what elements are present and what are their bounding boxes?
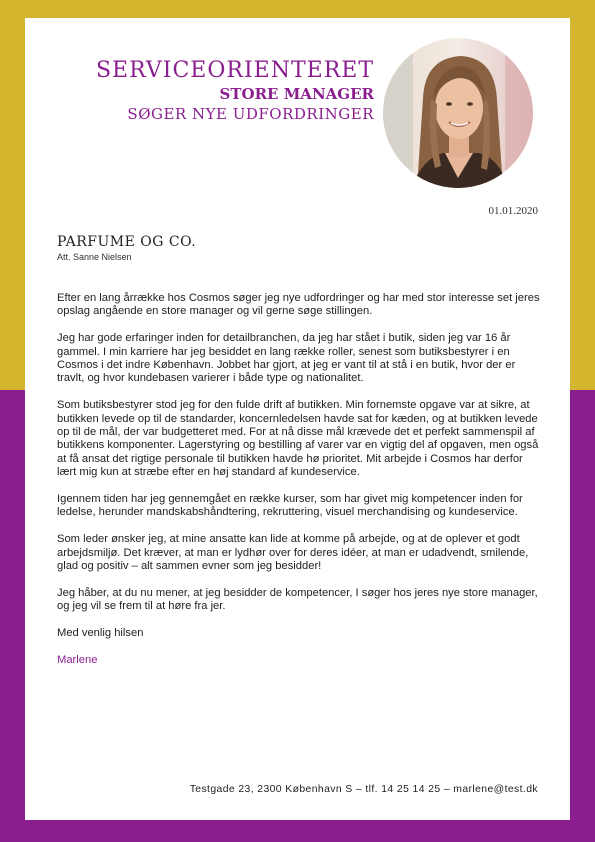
recipient-attention: Att. Sanne Nielsen <box>57 252 132 262</box>
paragraph: Som leder ønsker jeg, at mine ansatte kan lide at komme på arbejde, og at de oplever et godt arbejdsmiljø. Det kræver, at man er lydhør over for deres idéer, at man er udadvendt, smilende, glad og positiv – alt sammen evner som jeg besidder! <box>57 533 529 573</box>
header <box>96 58 374 124</box>
paragraph: Jeg har gode erfaringer inden for detailbranchen, da jeg har stået i butik, siden jeg var 16 år gammel. I min karriere har jeg besiddet en lang række roller, senest som butiksbestyrer i en Cosmos i det indre København. Jobbet har gjort, at jeg er vant til at stå i en butik, hvor der er travlt, og hvor kundebasen varierer i både type og nationalitet. <box>57 332 516 385</box>
header-subtitle: STORE MANAGER <box>219 85 374 103</box>
letter-date: 01.01.2020 <box>488 205 538 217</box>
header-tagline: SØGER NYE UDFORDRINGER <box>127 105 374 123</box>
paragraph: Jeg håber, at du nu mener, at jeg besidder de kompetencer, I søger hos jeres nye store manager, og jeg vil se frem til at høre fra jer. <box>57 586 538 613</box>
paragraph: Efter en lang årrække hos Cosmos søger jeg nye udfordringer og har med stor interesse set jeres opslag angående en store manager og vil gerne søge stillingen. <box>57 292 540 318</box>
closing: Med venlig hilsen <box>57 627 144 640</box>
portrait-photo-icon <box>383 38 533 188</box>
paragraph: Som butiksbestyrer stod jeg for den fulde drift af butikken. Min fornemste opgave var at sikre, at butikken levede op til de standarder, koncernledelsen havde sat for kæden, og at butikken levede op til de mål, der var budgetteret med. For at nå disse mål krævede det et perfekt sammenspil af butikkens komponenter. Lagerstyring og bestilling af varer var en vigtig del af opgaven, men også at få ansat det rigtige personale til butikken havde hø prioritet. Mit arbejde i Cosmos har derfor lært mig kun at stræbe efter en høj standard af kundeservice. <box>57 399 539 479</box>
signature: Marlene <box>57 653 98 666</box>
letter-sheet <box>25 18 570 820</box>
letter-body <box>57 292 542 681</box>
portrait-photo <box>383 38 533 188</box>
contact-footer: Testgade 23, 2300 København S – tlf. 14 25 14 25 – marlene@test.dk <box>189 784 538 795</box>
recipient-company: PARFUME OG CO. <box>57 234 197 250</box>
paragraph: Igennem tiden har jeg gennemgået en række kurser, som har givet mig kompetencer inden for ledelse, herunder mandskabshåndtering, rekruttering, visuel merchandising og kundeservice. <box>57 493 523 519</box>
header-title: SERVICEORIENTERET <box>95 58 374 83</box>
